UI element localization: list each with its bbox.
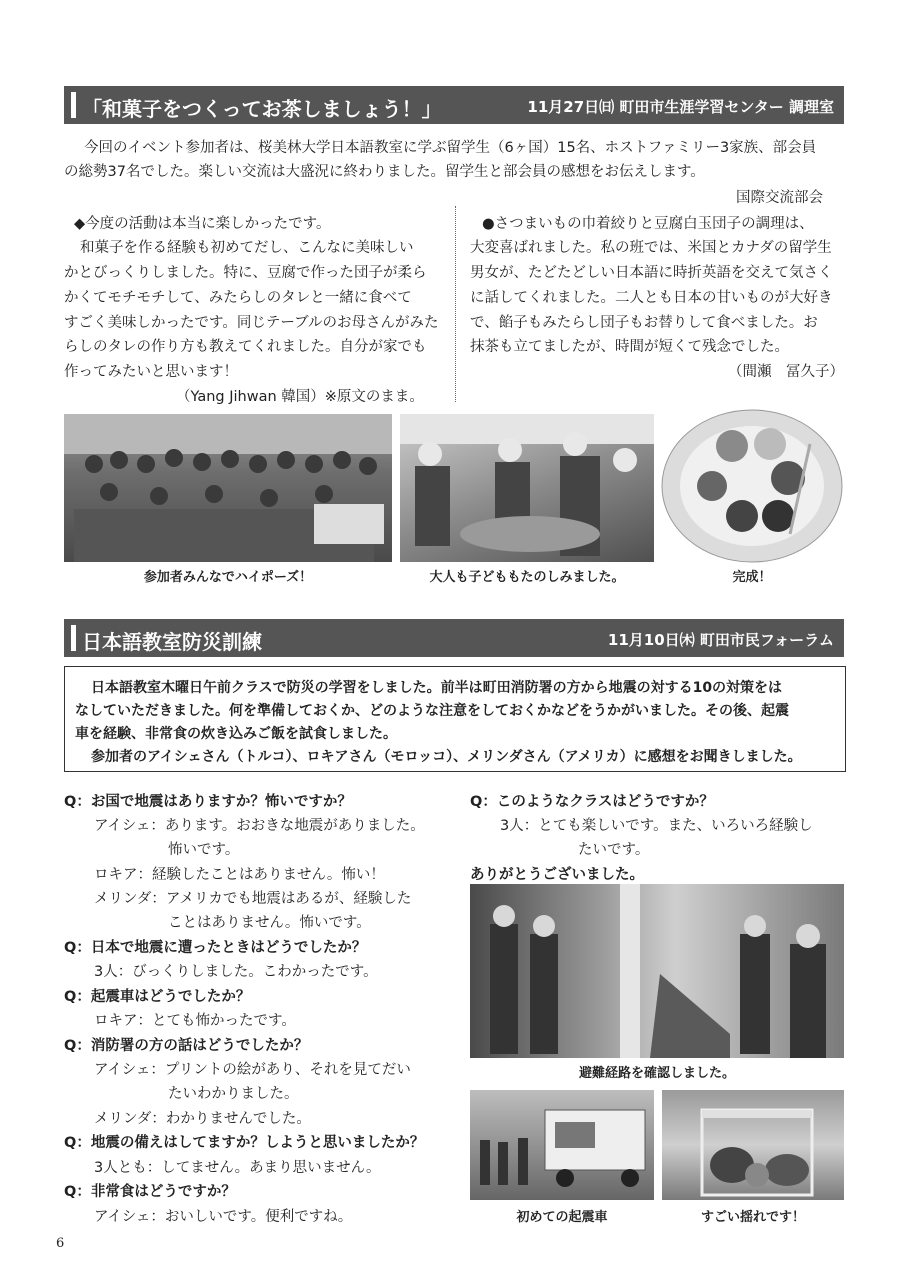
- answer: アイシェ：あります。おおきな地震がありました。: [94, 818, 425, 834]
- quake-truck-photo: [470, 1090, 654, 1200]
- caption-group-photo: 参加者みんなでハイポーズ！: [143, 570, 313, 585]
- section-title: 日本語教室防災訓練: [82, 630, 262, 654]
- answer: たいわかりました。: [168, 1086, 299, 1102]
- left-col-line: かくてモチモチして、みたらしのタレと一緒に食べて: [64, 290, 412, 306]
- question: Q：地震の備えはしてますか？しようと思いましたか？: [64, 1135, 425, 1151]
- answer: ロキア：経験したことはありません。怖い！: [94, 867, 385, 883]
- sweets-plate-figure: [660, 404, 844, 564]
- summary-box: [64, 666, 846, 772]
- answer: メリンダ：アメリカでも地震はあるが、経験した: [94, 891, 412, 907]
- section-meta: 11月27日㈰ 町田市生涯学習センター 調理室: [527, 98, 834, 116]
- page-number: 6: [56, 1236, 65, 1251]
- group-photo-figure: [64, 414, 392, 562]
- box-line: なしていただきました。何を準備しておくか、どのような注意をしておくかなどをうかがいました。その後、起震: [75, 703, 789, 719]
- answer: 3人：とても楽しいです。また、いろいろ経験し: [500, 818, 813, 834]
- left-col-line: すごく美味しかったです。同じテーブルのお母さんがみた: [64, 315, 439, 331]
- cooking-photo: [400, 414, 654, 562]
- question: Q：このようなクラスはどうですか？: [470, 794, 714, 810]
- left-col-line: 和菓子を作る経験も初めてだし、こんなに美味しい: [80, 240, 414, 256]
- header-marker: [71, 625, 76, 651]
- answer: 怖いです。: [168, 842, 240, 858]
- evacuation-photo-figure: [470, 884, 844, 1058]
- section-meta: 11月10日㈭ 町田市民フォーラム: [607, 631, 834, 649]
- box-line: 車を経験、非常食の炊き込みご飯を試食しました。: [75, 726, 397, 742]
- question: Q：消防署の方の話はどうでしたか？: [64, 1038, 309, 1054]
- right-col-line: で、餡子もみたらし団子もお替りして食べました。お: [470, 315, 818, 331]
- evacuation-photo: [470, 884, 844, 1058]
- answer: たいです。: [578, 842, 650, 858]
- caption-quake-truck: 初めての起震車: [516, 1210, 608, 1225]
- left-signature: （Yang Jihwan 韓国）※原文のまま。: [176, 389, 424, 405]
- thanks: ありがとうございました。: [470, 867, 644, 883]
- caption-cooking-photo: 大人も子どももたのしみました。: [429, 570, 625, 585]
- section-header-disaster-drill: [64, 619, 844, 657]
- right-col-line: 抹茶も立てましたが、時間が短くて残念でした。: [470, 339, 789, 355]
- shaking-photo-figure: [662, 1090, 844, 1200]
- sweets-photo: [660, 404, 844, 564]
- answer: アイシェ：プリントの絵があり、それを見てだい: [94, 1062, 411, 1078]
- quake-truck-figure: [470, 1090, 654, 1200]
- caption-evacuation-photo: 避難経路を確認しました。: [578, 1066, 735, 1081]
- question: Q：お国で地震はありますか？怖いですか？: [64, 794, 352, 810]
- left-col-line: 作ってみたいと思います！: [64, 364, 238, 380]
- question: Q：日本で地震に遭ったときはどうでしたか？: [64, 940, 367, 956]
- cooking-photo-figure: [400, 414, 654, 562]
- answer: 3人：びっくりしました。こわかったです。: [94, 964, 378, 980]
- right-col-line: 男女が、たどたどしい日本語に時折英語を交えて気さく: [470, 265, 833, 281]
- shaking-photo: [662, 1090, 844, 1200]
- column-divider: [455, 206, 456, 402]
- left-col-line: らしのタレの作り方も教えてくれました。自分が家でも: [64, 339, 427, 355]
- group-photo: [64, 414, 392, 562]
- caption-shaking: すごい揺れです！: [700, 1210, 805, 1225]
- header-marker: [71, 92, 76, 118]
- answer: ロキア：とても怖かったです。: [94, 1013, 296, 1029]
- right-col-line: に話してくれました。二人とも日本の甘いものが大好き: [470, 290, 833, 306]
- left-col-line: ◆今度の活動は本当に楽しかったです。: [74, 216, 331, 232]
- box-line: 参加者のアイシェさん（トルコ）、ロキアさん（モロッコ）、メリンダさん（アメリカ）に感想をお聞きしました。: [91, 749, 802, 765]
- question: Q：非常食はどうですか？: [64, 1184, 236, 1200]
- answer: 3人とも：してません。あまり思いません。: [94, 1160, 381, 1176]
- box-line: 日本語教室木曜日午前クラスで防災の学習をしました。前半は町田消防署の方から地震の対する10の対策をは: [91, 680, 783, 696]
- section-header-wagashi: [64, 86, 844, 124]
- answer: アイシェ：おいしいです。便利ですね。: [94, 1209, 353, 1225]
- right-col-line: 大変喜ばれました。私の班では、米国とカナダの留学生: [470, 240, 832, 256]
- intro-line-1: 今回のイベント参加者は、桜美林大学日本語教室に学ぶ留学生（6ヶ国）15名、ホストファミリー3家族、部会員: [84, 140, 817, 156]
- caption-sweets-photo: 完成！: [732, 570, 772, 585]
- right-signature: （間瀬 冨久子）: [728, 364, 844, 380]
- section-title: 「和菓子をつくってお茶しましょう！」: [82, 97, 442, 121]
- answer: ことはありません。怖いです。: [168, 915, 371, 931]
- intro-line-2: の総勢37名でした。楽しい交流は大盛況に終わりました。留学生と部会員の感想をお伝えします。: [64, 164, 705, 180]
- right-col-line: ●さつまいもの巾着絞りと豆腐白玉団子の調理は、: [482, 216, 814, 232]
- left-col-line: かとびっくりしました。特に、豆腐で作った団子が柔ら: [64, 265, 427, 281]
- question: Q：起震車はどうでしたか？: [64, 989, 251, 1005]
- answer: メリンダ：わかりませんでした。: [94, 1111, 311, 1127]
- department-name: 国際交流部会: [736, 190, 823, 206]
